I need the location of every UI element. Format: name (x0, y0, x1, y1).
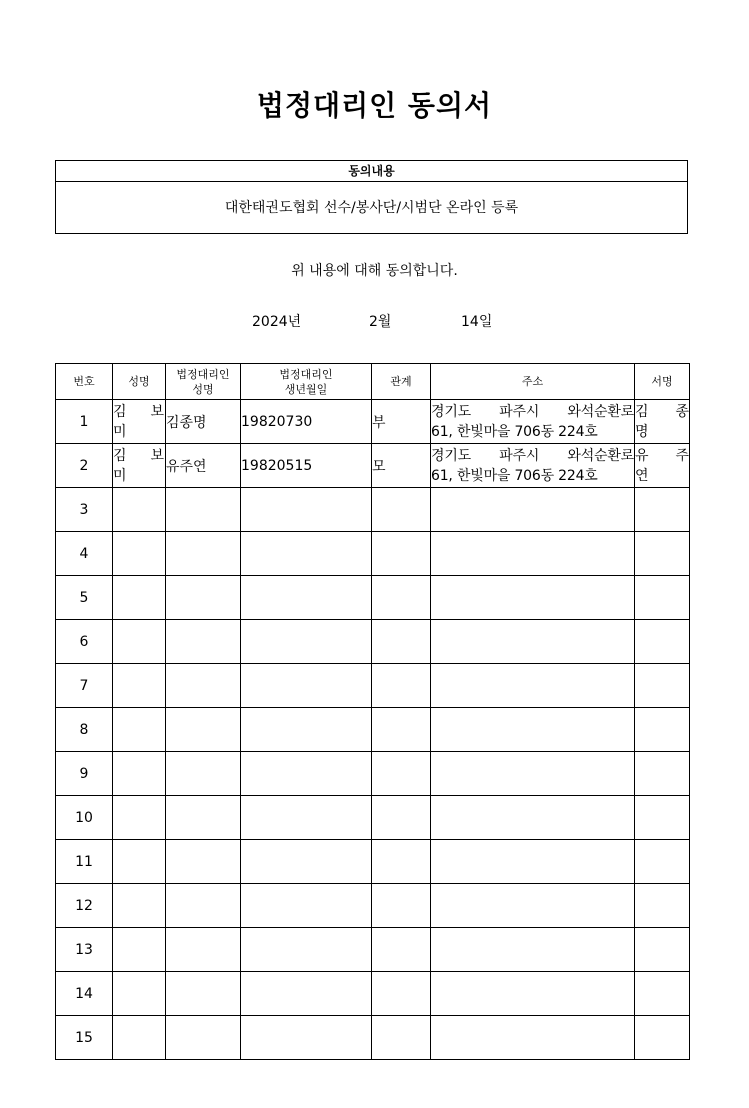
minor-name (113, 576, 166, 620)
table-row (56, 532, 690, 576)
signature-line1: 유 주 (635, 447, 689, 464)
header-guardian-name (166, 364, 241, 400)
table-row (56, 928, 690, 972)
address-line2: 61, 한빛마을 706동 224호 (431, 467, 598, 484)
guardian-birthdate (241, 972, 372, 1016)
guardian-birthdate (241, 664, 372, 708)
relation (372, 840, 431, 884)
address-line2: 61, 한빛마을 706동 224호 (431, 423, 598, 440)
row-number: 7 (56, 664, 113, 708)
guardian-name: 김종명 (166, 400, 241, 444)
row-number: 8 (56, 708, 113, 752)
signature-line2: 연 (635, 467, 649, 484)
address (431, 708, 635, 752)
header-sign: 서명 (635, 364, 690, 400)
header-guardian-birth (241, 364, 372, 400)
minor-name (113, 796, 166, 840)
signature (635, 752, 690, 796)
table-row (56, 972, 690, 1016)
row-number: 5 (56, 576, 113, 620)
consent-header: 동의내용 (56, 161, 687, 182)
address-line1: 경기도 파주시 와석순환로 (431, 403, 634, 420)
guardian-name (166, 928, 241, 972)
row-number: 10 (56, 796, 113, 840)
row-number: 14 (56, 972, 113, 1016)
address (431, 752, 635, 796)
address (431, 620, 635, 664)
guardian-birthdate (241, 620, 372, 664)
row-number: 6 (56, 620, 113, 664)
minor-name (113, 620, 166, 664)
guardian-birthdate (241, 796, 372, 840)
signature (635, 1016, 690, 1060)
table-body (56, 400, 690, 1060)
minor-name (113, 708, 166, 752)
guardian-birthdate (241, 708, 372, 752)
minor-name (113, 752, 166, 796)
relation: 모 (372, 444, 431, 488)
guardian-birthdate (241, 576, 372, 620)
relation (372, 664, 431, 708)
guardian-table (55, 363, 690, 1060)
signature-line2: 명 (635, 423, 649, 440)
address-line1: 경기도 파주시 와석순환로 (431, 447, 634, 464)
guardian-birthdate (241, 488, 372, 532)
address (431, 840, 635, 884)
header-guardian-name-line1: 법정대리인 (176, 367, 230, 381)
minor-name (113, 532, 166, 576)
guardian-name (166, 840, 241, 884)
guardian-name (166, 488, 241, 532)
row-number: 11 (56, 840, 113, 884)
row-number: 12 (56, 884, 113, 928)
guardian-name (166, 620, 241, 664)
address (431, 884, 635, 928)
relation (372, 488, 431, 532)
table-row (56, 664, 690, 708)
relation (372, 884, 431, 928)
table-row (56, 1016, 690, 1060)
date-month: 2월 (369, 314, 392, 330)
consent-box (55, 160, 688, 234)
address (431, 576, 635, 620)
guardian-name (166, 664, 241, 708)
address (431, 796, 635, 840)
address (431, 532, 635, 576)
signature (635, 444, 690, 488)
guardian-birthdate (241, 752, 372, 796)
minor-name-line2: 미 (113, 423, 128, 440)
guardian-birthdate (241, 884, 372, 928)
signature (635, 796, 690, 840)
header-guardian-name-line2: 성명 (192, 382, 214, 396)
address (431, 400, 635, 444)
row-number: 13 (56, 928, 113, 972)
guardian-birthdate (241, 532, 372, 576)
relation (372, 1016, 431, 1060)
minor-name (113, 840, 166, 884)
table-row (56, 796, 690, 840)
date-year: 2024년 (252, 314, 302, 330)
signature-line1: 김 종 (635, 403, 689, 420)
guardian-birthdate (241, 840, 372, 884)
header-guardian-birth-line1: 법정대리인 (279, 367, 333, 381)
signature (635, 400, 690, 444)
minor-name (113, 972, 166, 1016)
row-number: 9 (56, 752, 113, 796)
table-header-row (56, 364, 690, 400)
table-row (56, 488, 690, 532)
signature (635, 840, 690, 884)
address (431, 444, 635, 488)
table-row (56, 884, 690, 928)
consent-body: 대한태권도협회 선수/봉사단/시범단 온라인 등록 (224, 200, 519, 216)
guardian-birthdate: 19820515 (241, 444, 372, 488)
guardian-name (166, 972, 241, 1016)
row-number: 15 (56, 1016, 113, 1060)
guardian-name (166, 884, 241, 928)
table-row (56, 444, 690, 488)
guardian-birthdate: 19820730 (241, 400, 372, 444)
minor-name (113, 444, 166, 488)
agreement-text: 위 내용에 대해 동의합니다. (291, 263, 458, 279)
relation (372, 620, 431, 664)
table-row (56, 840, 690, 884)
signature (635, 576, 690, 620)
guardian-name (166, 796, 241, 840)
relation (372, 576, 431, 620)
relation (372, 532, 431, 576)
signature (635, 532, 690, 576)
minor-name (113, 664, 166, 708)
relation: 부 (372, 400, 431, 444)
guardian-name (166, 708, 241, 752)
guardian-name (166, 532, 241, 576)
row-number: 4 (56, 532, 113, 576)
row-number: 3 (56, 488, 113, 532)
minor-name (113, 400, 166, 444)
relation (372, 796, 431, 840)
signature (635, 708, 690, 752)
guardian-name (166, 576, 241, 620)
table-row (56, 620, 690, 664)
minor-name (113, 884, 166, 928)
address (431, 664, 635, 708)
minor-name-line2: 미 (113, 467, 128, 484)
signature (635, 884, 690, 928)
signature (635, 488, 690, 532)
minor-name (113, 1016, 166, 1060)
table-row (56, 400, 690, 444)
address (431, 972, 635, 1016)
minor-name-line1: 김 보 (113, 403, 165, 420)
relation (372, 752, 431, 796)
address (431, 1016, 635, 1060)
guardian-birthdate (241, 928, 372, 972)
relation (372, 928, 431, 972)
date-day: 14일 (461, 314, 493, 330)
signature (635, 664, 690, 708)
guardian-birthdate (241, 1016, 372, 1060)
row-number: 1 (56, 400, 113, 444)
header-relation: 관계 (372, 364, 431, 400)
header-guardian-birth-line2: 생년월일 (284, 382, 328, 396)
row-number: 2 (56, 444, 113, 488)
relation (372, 972, 431, 1016)
header-address: 주소 (431, 364, 635, 400)
minor-name (113, 488, 166, 532)
signature (635, 928, 690, 972)
address (431, 488, 635, 532)
document-title: 법정대리인 동의서 (256, 89, 493, 122)
table-row (56, 708, 690, 752)
minor-name-line1: 김 보 (113, 447, 165, 464)
guardian-name (166, 752, 241, 796)
guardian-name: 유주연 (166, 444, 241, 488)
signature (635, 972, 690, 1016)
address (431, 928, 635, 972)
header-name: 성명 (113, 364, 166, 400)
minor-name (113, 928, 166, 972)
table-row (56, 752, 690, 796)
signature (635, 620, 690, 664)
table-row (56, 576, 690, 620)
header-num: 번호 (56, 364, 113, 400)
relation (372, 708, 431, 752)
guardian-name (166, 1016, 241, 1060)
